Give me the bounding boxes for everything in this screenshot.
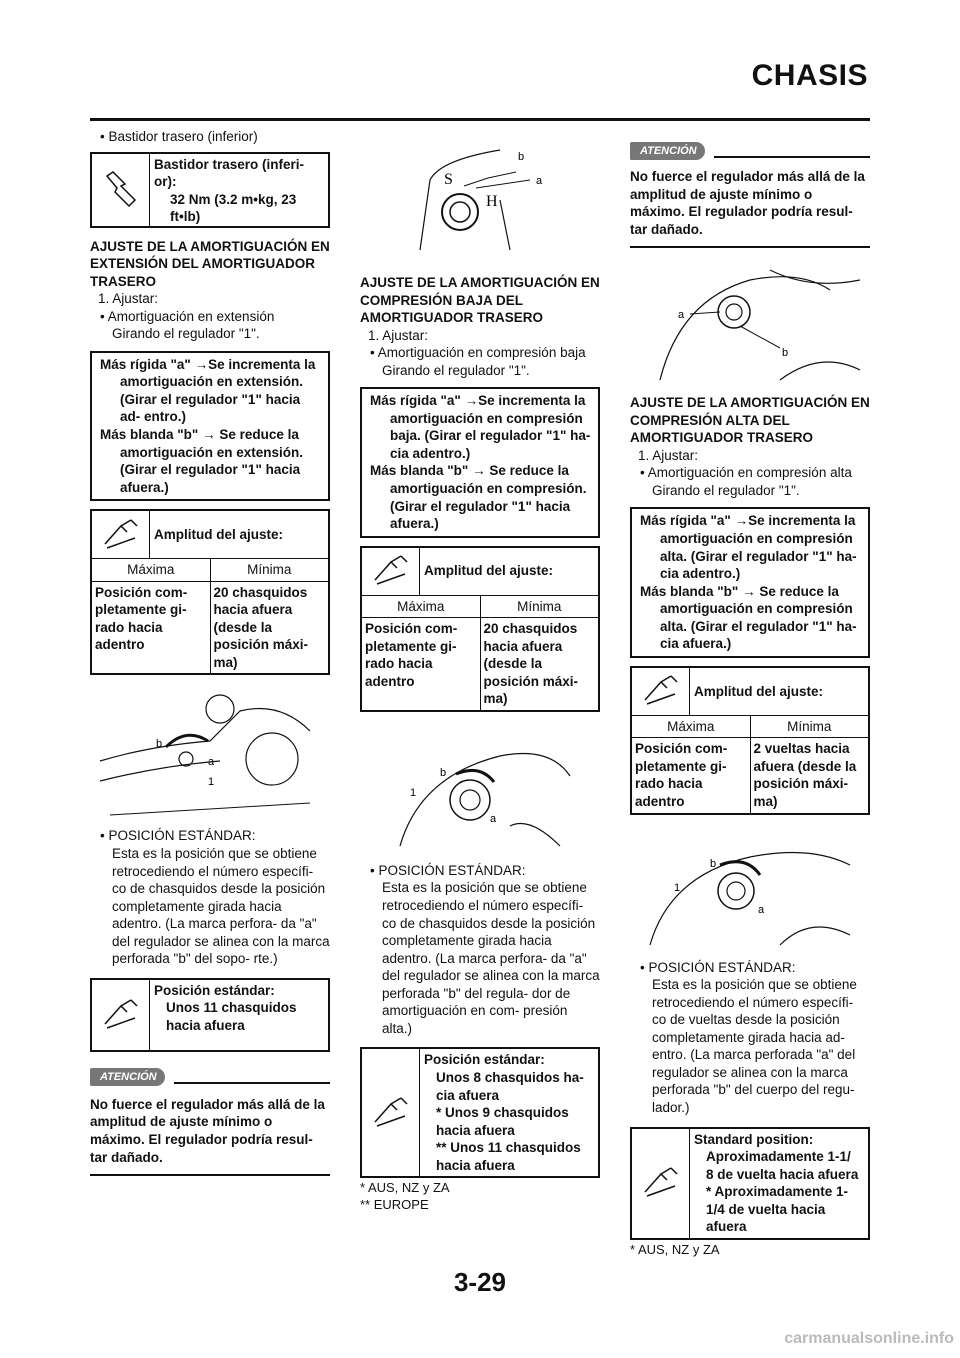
high-comp-marking-figure xyxy=(630,260,870,390)
frame-bullet: • Bastidor trasero (inferior) xyxy=(100,129,258,144)
adjust-range-box xyxy=(630,666,870,815)
section-heading-high-comp: AJUSTE DE LA AMORTIGUACIÓN EN COMPRESIÓN ALTA DEL AMORTIGUADOR TRASERO xyxy=(630,395,870,446)
max-value: Posición com- pletamente gi- rado hacia adentro xyxy=(362,618,481,710)
softer-text: Más blanda "b" → Se reduce la amortiguación en extensión. (Girar el regulador "1" hacia afuera.) xyxy=(100,427,304,495)
label-a: a xyxy=(678,309,685,322)
min-value: 20 chasquidos hacia afuera (desde la posición máxi- ma) xyxy=(483,621,579,707)
bullet-rebound: • Amortiguación en extensión xyxy=(100,308,275,324)
spec-icon xyxy=(632,668,690,715)
std-position-bullet: • POSICIÓN ESTÁNDAR: xyxy=(640,959,796,975)
softer-text: Más blanda "b" → Se reduce la amortiguación en compresión alta. (Girar el regulador "1" ha- cia afuera.) xyxy=(640,583,857,652)
softer-text: Más blanda "b" → Se reduce la amortiguación en compresión. (Girar el regulador "1" hacia afuera.) xyxy=(370,463,587,532)
step-1: 1. Ajustar: xyxy=(638,447,699,463)
std-label: Posición estándar: xyxy=(154,982,275,998)
section-heading-rebound: AJUSTE DE LA AMORTIGUACIÓN EN EXTENSIÓN DEL AMORTIGUADOR TRASERO xyxy=(90,238,330,289)
torque-label: Bastidor trasero (inferi- or): xyxy=(154,156,305,190)
step-1: 1. Ajustar: xyxy=(98,291,159,307)
low-comp-adjuster-figure xyxy=(360,736,600,856)
label-a: a xyxy=(536,175,543,187)
std-position-text: Esta es la posición que se obtiene retrocediendo el número específi- co de chasquidos desde la posición completamente girada hacia adentro. (La marca perfora- da "a" del regulador se alinea con la marca perforada "b" del sopo- rte.) xyxy=(112,846,330,967)
sub-instruction: Girando el regulador "1". xyxy=(112,326,260,342)
column-1 xyxy=(90,128,330,1176)
label-b: b xyxy=(782,347,789,360)
warning-text: No fuerce el regulador más allá de la amplitud de ajuste mínimo o máximo. El regulador podría resul- tar dañado. xyxy=(630,168,870,248)
footnote-1: * AUS, NZ y ZA xyxy=(630,1241,720,1257)
attention-tag: ATENCIÓN xyxy=(630,142,705,160)
max-value: Posición com- pletamente gi- rado hacia adentro xyxy=(92,582,211,674)
std-value: Unos 11 chasquidos hacia afuera xyxy=(166,1000,297,1033)
min-header: Mínima xyxy=(787,718,832,734)
max-header: Máxima xyxy=(362,596,481,618)
stiffer-text: Más rígida "a" →Se incrementa la amortiguación en compresión alta. (Girar el regulador "1" ha- cia adentro.) xyxy=(640,513,857,582)
label-1: 1 xyxy=(410,786,417,799)
bullet-low-comp: • Amortiguación en compresión baja xyxy=(370,345,586,361)
column-3 xyxy=(630,140,870,1259)
std-value: Aproximadamente 1-1/ 8 de vuelta hacia afuera * Aproximadamente 1- 1/4 de vuelta hacia afuera xyxy=(706,1149,859,1235)
stiffer-text: Más rígida "a" →Se incrementa la amortiguación en compresión baja. (Girar el regulador "1" ha- cia adentro.) xyxy=(370,393,591,461)
max-header: Máxima xyxy=(632,716,751,738)
label-a: a xyxy=(490,812,497,825)
spec-icon xyxy=(92,980,150,1050)
min-header: Mínima xyxy=(247,562,292,578)
label-1: 1 xyxy=(674,881,681,894)
label-b: b xyxy=(440,766,447,779)
label-1: 1 xyxy=(208,776,215,789)
wrench-icon xyxy=(92,154,150,226)
adjust-range-box xyxy=(360,546,600,712)
label-b: b xyxy=(156,738,163,751)
adjust-direction-box xyxy=(90,351,330,501)
section-heading-low-comp: AJUSTE DE LA AMORTIGUACIÓN EN COMPRESIÓN BAJA DEL AMORTIGUADOR TRASERO xyxy=(360,275,600,326)
label-a: a xyxy=(208,756,215,769)
std-position-box xyxy=(360,1047,600,1178)
high-comp-adjuster-figure xyxy=(630,835,870,955)
column-2 xyxy=(360,140,600,1214)
std-position-box xyxy=(90,978,330,1052)
label-a: a xyxy=(758,903,765,916)
warning-text: No fuerce el regulador más allá de la amplitud de ajuste mínimo o máximo. El regulador podría resul- tar dañado. xyxy=(90,1096,330,1176)
page-title: CHASIS xyxy=(751,59,868,92)
std-label: Posición estándar: xyxy=(424,1052,545,1068)
max-value: Posición com- pletamente gi- rado hacia adentro xyxy=(632,738,751,812)
rebound-adjuster-figure xyxy=(90,691,330,821)
range-label: Amplitud del ajuste: xyxy=(694,683,824,699)
step-1: 1. Ajustar: xyxy=(368,327,429,343)
attention-tag: ATENCIÓN xyxy=(90,1068,165,1086)
adjuster-marking-figure xyxy=(360,140,600,260)
adjust-direction-box xyxy=(630,507,870,657)
std-position-bullet: • POSICIÓN ESTÁNDAR: xyxy=(370,862,526,878)
page-number: 3-29 xyxy=(453,1267,507,1297)
range-label: Amplitud del ajuste: xyxy=(154,526,284,542)
std-value: Unos 8 chasquidos ha- cia afuera * Unos 9 chasquidos hacia afuera ** Unos 11 chasquidos hacia afuera xyxy=(436,1069,584,1173)
spec-icon xyxy=(92,511,150,558)
spec-icon xyxy=(362,548,420,595)
std-position-box xyxy=(630,1127,870,1240)
std-label: Standard position: xyxy=(694,1131,814,1147)
std-position-bullet: • POSICIÓN ESTÁNDAR: xyxy=(100,828,256,844)
min-value: 2 vueltas hacia afuera (desde la posición máxi- ma) xyxy=(753,741,857,810)
label-s: S xyxy=(444,171,453,188)
std-position-text: Esta es la posición que se obtiene retrocediendo el número específi- co de chasquidos desde la posición completamente girada hacia adentro. (La marca perfora- da "a" del regulador se alinea con la marca perforada "b" del regula- dor de amortiguación en com- presión alta.) xyxy=(382,880,600,1036)
label-h: H xyxy=(486,193,498,210)
sub-instruction: Girando el regulador "1". xyxy=(652,482,800,498)
spec-icon xyxy=(632,1129,690,1238)
adjust-direction-box xyxy=(360,387,600,537)
sub-instruction: Girando el regulador "1". xyxy=(382,362,530,378)
stiffer-text: Más rígida "a" →Se incrementa la amortiguación en extensión. (Girar el regulador "1" hacia ad- entro.) xyxy=(100,356,316,425)
torque-value: 32 Nm (3.2 m•kg, 23 ft•lb) xyxy=(170,191,297,225)
label-b: b xyxy=(518,151,525,163)
footnote-1: * AUS, NZ y ZA xyxy=(360,1180,450,1196)
attention-banner xyxy=(90,1066,330,1090)
min-value: 20 chasquidos hacia afuera (desde la posición máxi- ma) xyxy=(213,584,309,670)
watermark: carmanualsonline.info xyxy=(784,1330,954,1348)
max-header: Máxima xyxy=(92,559,211,581)
torque-spec-box xyxy=(90,152,330,228)
range-label: Amplitud del ajuste: xyxy=(424,563,554,579)
min-header: Mínima xyxy=(517,598,562,614)
attention-banner xyxy=(630,140,870,164)
std-position-text: Esta es la posición que se obtiene retrocediendo el número específi- co de vueltas desde la posición completamente girada hacia ad- entro. (La marca perforada "a" del regulador se alinea con la marca perforada "b" del cuerpo del regu- lador.) xyxy=(652,977,857,1115)
adjust-range-box xyxy=(90,509,330,675)
title-rule xyxy=(90,118,870,121)
footnote-2: ** EUROPE xyxy=(360,1197,429,1213)
bullet-high-comp: • Amortiguación en compresión alta xyxy=(640,465,852,481)
spec-icon xyxy=(362,1049,420,1176)
label-b: b xyxy=(710,857,717,870)
